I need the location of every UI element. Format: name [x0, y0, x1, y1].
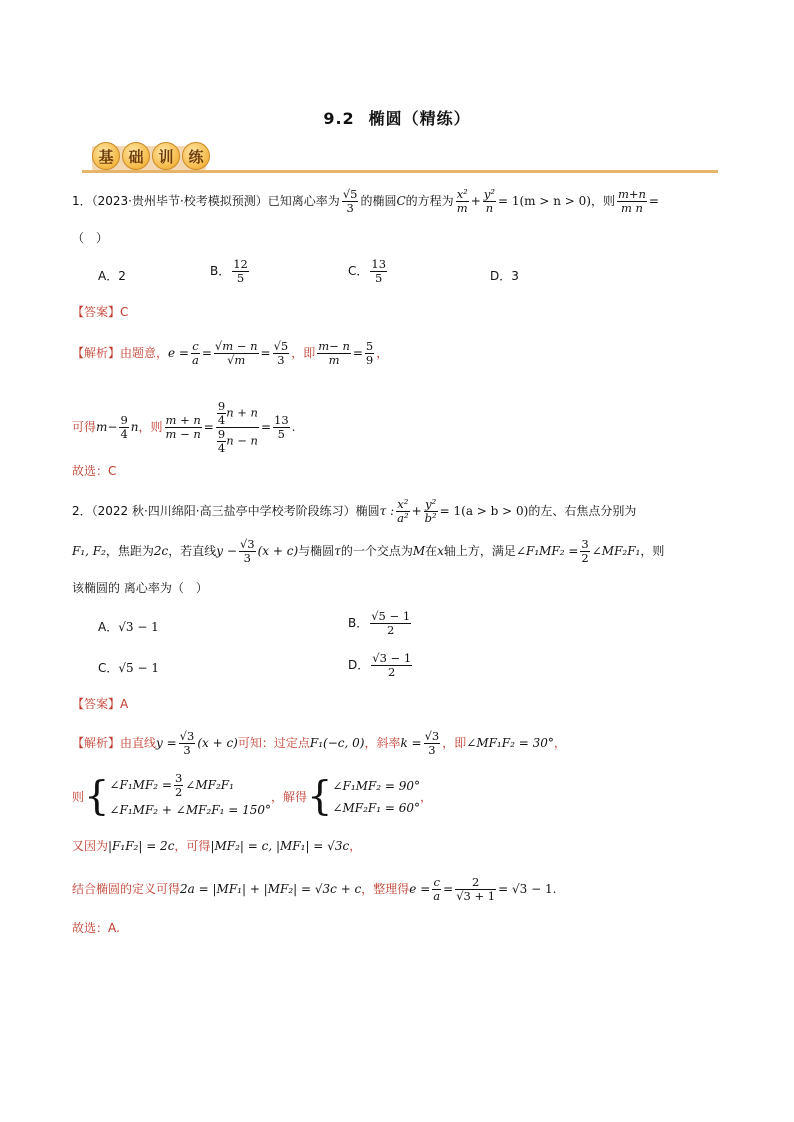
denominator: a: [192, 353, 199, 367]
fraction: [396, 498, 409, 525]
q2-text: 的左、右焦点分别为: [528, 504, 637, 518]
math: ∠F₁MF₂ =: [515, 544, 579, 558]
denominator: 3: [183, 743, 191, 757]
denominator: n: [485, 201, 494, 215]
q2-stem-line1: 2．（2022 秋·四川绵阳·高三盐亭中学校考阶段练习）椭圆τ : $\frac{\text{x²}}{\text{a²}}$ + $\frac{\text{y²}}{\text{b²}}$ = 1(a > b > 0)的左、右焦点分别为: [72, 497, 637, 525]
option-label: D．: [348, 658, 370, 672]
equals-sign: =: [203, 420, 214, 434]
banner-underline: [82, 170, 718, 173]
solution-text: 可知：过定点: [237, 736, 310, 750]
fraction: [191, 340, 200, 367]
math: y =: [156, 736, 177, 750]
q2-solution-line2: [72, 772, 432, 821]
denominator: 2: [387, 623, 395, 637]
option-value: √5 − 1: [118, 661, 159, 675]
numerator: √5: [273, 339, 289, 353]
option-value: √3 − 1: [118, 620, 159, 634]
numerator: 9: [120, 413, 128, 427]
q2-option-d: [348, 652, 414, 679]
numerator: c: [433, 875, 440, 889]
banner-char: 基: [92, 142, 120, 170]
denominator: 3: [277, 353, 285, 367]
numerator: 9: [217, 427, 226, 441]
denominator: b²: [424, 511, 437, 525]
numerator: 13: [274, 413, 289, 427]
math: (x + c): [197, 736, 238, 750]
math: ∠MF₂F₁: [185, 778, 234, 792]
solution-text: ，整理得: [361, 882, 410, 896]
q1-option-a: A．2: [98, 269, 126, 283]
math: ∠MF₁F₂ = 30°: [466, 736, 554, 750]
solution-label: 【解析】由题意，: [72, 346, 169, 360]
q1-eq-x: [456, 188, 469, 215]
solution-text: ，可得: [174, 839, 211, 853]
denominator: 5: [236, 271, 245, 285]
fraction: [455, 876, 496, 903]
numerator: √3: [179, 729, 195, 743]
solution-text: ，: [376, 346, 389, 360]
math: M: [412, 544, 426, 558]
option-fraction: [370, 258, 387, 285]
math: (x + c): [257, 544, 299, 558]
denominator: a²: [397, 511, 409, 525]
numerator: √5: [342, 187, 358, 201]
denominator: 3: [346, 201, 354, 215]
fraction: [217, 428, 226, 455]
solution-text: ，: [420, 790, 433, 804]
fraction: [432, 876, 441, 903]
solution-text: ，解得: [270, 790, 307, 804]
q1-eq-y: [483, 188, 496, 215]
page-title: [0, 106, 794, 129]
fraction: [273, 414, 290, 441]
q2-option-c: [98, 658, 159, 678]
fraction: [179, 730, 196, 757]
solution-text: ，则: [138, 420, 163, 434]
brace-icon: {: [84, 773, 110, 820]
numerator: 2: [455, 876, 496, 890]
math: τ :: [379, 504, 395, 518]
denominator: 4: [120, 427, 128, 441]
q1-paren: （ ）: [72, 231, 109, 245]
fraction: [119, 414, 128, 441]
compound-denominator: [216, 428, 259, 455]
option-fraction: [370, 610, 411, 637]
math: ∠MF₂F₁: [591, 544, 641, 558]
q1-text: 的椭圆: [360, 194, 397, 208]
numerator: x²: [456, 187, 468, 201]
brace-icon: {: [307, 773, 333, 820]
denominator: 2: [581, 551, 589, 565]
fraction: [273, 340, 290, 367]
math: ∠F₁MF₂ =: [109, 778, 172, 792]
q1-solution-line1: [72, 340, 388, 367]
q2-text: 轴上方，满足: [443, 544, 516, 558]
q1-solution-line2: 可得m− $\frac{9}{4}$ n，则 $\frac{m + n}{m - n}$ = $\frac{9}{4}$ n + n $\frac{9}{4}$ n − n = $\frac{13}{5}$ .: [72, 399, 296, 455]
math: ∠F₁MF₂ + ∠MF₂F₁ = 150°: [109, 803, 271, 817]
q2-stem-line2: [72, 538, 664, 565]
numerator: c: [192, 339, 199, 353]
math: 2c: [153, 544, 169, 558]
fraction: [239, 538, 256, 565]
solution-text: 可得: [72, 420, 97, 434]
math: = √3 − 1.: [498, 882, 557, 896]
q2-text: ，焦距为: [105, 544, 154, 558]
fraction: [580, 538, 589, 565]
numerator: y²: [483, 187, 495, 201]
q1-text: ，则: [590, 194, 615, 208]
equation-system: [332, 775, 420, 819]
section-banner: [82, 140, 718, 174]
numerator: m− n: [318, 339, 350, 353]
plus-sign: +: [470, 194, 481, 208]
solution-text: ，即: [291, 346, 316, 360]
fraction: [174, 772, 183, 799]
numerator: m + n: [165, 413, 201, 427]
math: F₁(−c, 0): [309, 736, 365, 750]
fraction: [424, 730, 441, 757]
numerator: 12: [233, 257, 248, 271]
q1-eq-rest: = 1(m > n > 0): [497, 194, 591, 208]
q1-ask-fraction: [617, 188, 647, 215]
banner-char: 训: [152, 142, 180, 170]
math: n − n: [226, 433, 258, 448]
option-label: C．: [348, 264, 369, 278]
numerator: √3: [424, 729, 440, 743]
fraction: [217, 400, 226, 427]
equals-sign: =: [648, 194, 659, 208]
q2-text: ，若直线: [168, 544, 217, 558]
equals-sign: =: [201, 346, 212, 360]
q2-answer: 【答案】A: [72, 697, 129, 711]
math: = 1(a > b > 0): [439, 504, 529, 518]
equation-system: [109, 772, 271, 821]
option-label: C．: [98, 661, 119, 675]
denominator: √m: [227, 353, 246, 367]
math: m−: [96, 420, 118, 434]
compound-fraction: [216, 400, 259, 455]
denominator: 5: [277, 427, 285, 441]
math: F₁, F₂: [72, 544, 106, 558]
math: x: [437, 544, 444, 558]
q1-option-d: D．3: [490, 269, 519, 283]
solution-text: 则: [72, 790, 85, 804]
solution-text: ，: [553, 736, 566, 750]
denominator: m: [456, 201, 468, 215]
q2-option-b: [348, 610, 413, 637]
q2-text: ，则: [640, 544, 665, 558]
fraction: [317, 340, 351, 367]
math: k =: [400, 736, 422, 750]
option-label: B．: [210, 264, 231, 278]
solution-text: 【解析】由直线: [72, 736, 157, 750]
denominator: 4: [217, 441, 226, 455]
denominator: 3: [428, 743, 436, 757]
option-fraction: [232, 258, 249, 285]
denominator: 3: [243, 551, 251, 565]
equals-sign: =: [443, 882, 454, 896]
numerator: 13: [371, 257, 387, 271]
numerator: 3: [174, 771, 183, 785]
compound-numerator: [216, 400, 259, 428]
title-number: 9.2: [323, 109, 355, 128]
banner-char: 础: [122, 142, 150, 170]
q2-prefix: 2．（2022 秋·四川绵阳·高三盐亭中学校考阶段练习）椭圆: [72, 504, 380, 518]
solution-text: ，: [349, 839, 362, 853]
numerator: √3 − 1: [372, 651, 412, 665]
denominator: 2: [388, 665, 396, 679]
q1-ecc-fraction: [342, 188, 359, 215]
solution-text: ，斜率: [364, 736, 401, 750]
fraction: [365, 340, 374, 367]
q2-stem-line3: 该椭圆的 离心率为（ ）: [72, 581, 208, 595]
equals-sign: =: [260, 420, 272, 434]
q1-option-b: [210, 258, 251, 285]
denominator: m − n: [165, 427, 201, 441]
q1-stem: [72, 188, 659, 215]
q1-var-c: C: [396, 194, 406, 208]
q2-text: 在: [425, 544, 438, 558]
math: ∠MF₂F₁ = 60°: [332, 800, 421, 815]
numerator: 9: [217, 399, 226, 413]
q2-choice: 故选：A.: [72, 921, 120, 935]
q2-solution-line4: [72, 876, 556, 903]
equals-sign: =: [260, 346, 271, 360]
equals-sign: =: [352, 346, 363, 360]
denominator: √3 + 1: [456, 889, 496, 903]
solution-text: ，即: [442, 736, 467, 750]
math: e =: [168, 346, 189, 360]
numerator: x²: [397, 497, 409, 511]
numerator: 5: [365, 339, 374, 353]
math: y −: [216, 544, 237, 558]
option-label: B．: [348, 616, 369, 630]
solution-text: 结合椭圆的定义可得: [72, 882, 181, 896]
numerator: √5 − 1: [371, 609, 411, 623]
option-label: A．: [98, 620, 119, 634]
numerator: y²: [425, 497, 437, 511]
denominator: 4: [217, 413, 226, 427]
numerator: 3: [581, 537, 589, 551]
banner-char: 练: [182, 142, 210, 170]
q2-solution-line3: [72, 836, 361, 856]
math: ∠F₁MF₂ = 90°: [332, 778, 421, 793]
fraction: [214, 340, 259, 367]
numerator: √m − n: [214, 339, 258, 353]
denominator: m: [328, 353, 340, 367]
denominator: a: [433, 889, 441, 903]
q2-option-a: [98, 617, 159, 637]
math: τ: [334, 544, 341, 558]
math: |F₁F₂| = 2c: [108, 839, 175, 853]
q1-option-c: [348, 258, 389, 285]
q1-prefix: 1．（2023·贵州毕节·校考模拟预测）已知离心率为: [72, 194, 340, 208]
denominator: 5: [375, 271, 383, 285]
fraction: [165, 414, 202, 441]
math: e =: [409, 882, 431, 896]
fraction: [424, 498, 438, 525]
denominator: m n: [620, 201, 643, 215]
option-fraction: [371, 652, 412, 679]
math: n: [130, 420, 139, 434]
q2-text: 与椭圆: [298, 544, 335, 558]
denominator: 9: [365, 353, 374, 367]
q1-choice: 故选：C: [72, 464, 117, 478]
denominator: 2: [174, 785, 183, 799]
numerator: m+n: [617, 187, 646, 201]
numerator: √3: [239, 537, 255, 551]
q2-text: 的一个交点为: [340, 544, 413, 558]
q1-answer: 【答案】C: [72, 305, 129, 319]
q1-text: 的方程为: [405, 194, 454, 208]
math: 2a = |MF₁| + |MF₂| = √3c + c: [180, 882, 362, 896]
title-text: 椭圆（精练）: [368, 109, 471, 128]
q2-solution-line1: [72, 730, 566, 757]
solution-text: 又因为: [72, 839, 109, 853]
math: |MF₂| = c, |MF₁| = √3c: [210, 839, 350, 853]
math: n + n: [226, 405, 258, 420]
